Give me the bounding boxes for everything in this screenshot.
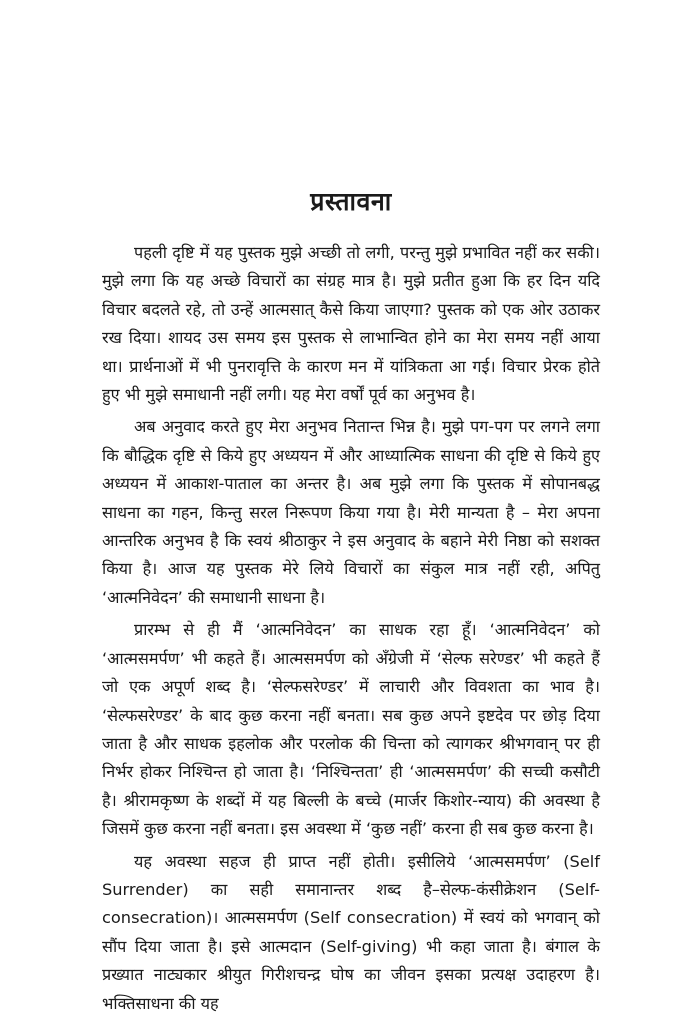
- paragraph-3: प्रारम्भ से ही मैं ‘आत्मनिवेदन’ का साधक रहा हूँ। ‘आत्मनिवेदन’ को ‘आत्मसमर्पण’ भी कहते हैं। आत्मसमर्पण को अँग्रेजी में ‘सेल्फ सरेण्डर’ भी कहते हैं जो एक अपूर्ण शब्द है। ‘सेल्फसरेण्डर’ में लाचारी और विवशता का भाव है। ‘सेल्फसरेण्डर’ के बाद कुछ करना नहीं बनता। सब कुछ अपने इष्टदेव पर छोड़ दिया जाता है और साधक इहलोक और परलोक की चिन्ता को त्यागकर श्रीभगवान् पर ही निर्भर होकर निश्चिन्त हो जाता है। ‘निश्चिन्तता’ ही ‘आत्मसमर्पण’ की सच्ची कसौटी है। श्रीरामकृष्ण के शब्दों में यह बिल्ली के बच्चे (मार्जर किशोर-न्याय) की अवस्था है जिसमें कुछ करना नहीं बनता। इस अवस्था में ‘कुछ नहीं’ करना ही सब कुछ करना है।: [102, 620, 600, 839]
- page-title: प्रस्तावना: [310, 187, 392, 216]
- paragraph-4: यह अवस्था सहज ही प्राप्त नहीं होती। इसीलिये ‘आत्मसमर्पण’ (Self Surrender) का सही समानान्तर शब्द है–सेल्फ-कंसीक्रेशन (Self-consecration)। आत्मसमर्पण (Self consecration) में स्वयं को भगवान् को सौंप दिया जाता है। इसे आत्मदान (Self-giving) भी कहा जाता है। बंगाल के प्रख्यात नाट्यकार श्रीयुत गिरीशचन्द्र घोष का जीवन इसका प्रत्यक्ष उदाहरण है। भक्तिसाधना की यह: [102, 851, 600, 1013]
- paragraph-2: अब अनुवाद करते हुए मेरा अनुभव नितान्त भिन्न है। मुझे पग-पग पर लगने लगा कि बौद्धिक दृष्टि से किये हुए अध्ययन में और आध्यात्मिक साधना की दृष्टि से किये हुए अध्ययन में आकाश-पाताल का अन्तर है। अब मुझे लगा कि पुस्तक में सोपानबद्ध साधना का गहन, किन्तु सरल निरूपण किया गया है। मेरी मान्यता है – मेरा अपना आन्तरिक अनुभव है कि स्वयं श्रीठाकुर ने इस अनुवाद के बहाने मेरी निष्ठा को सशक्त किया है। आज यह पुस्तक मेरे लिये विचारों का संकुल मात्र नहीं रही, अपितु ‘आत्मनिवेदन’ की समाधानी साधना है।: [102, 417, 600, 607]
- paragraph-1: पहली दृष्टि में यह पुस्तक मुझे अच्छी तो लगी, परन्तु मुझे प्रभावित नहीं कर सकी। मुझे लगा कि यह अच्छे विचारों का संग्रह मात्र है। मुझे प्रतीत हुआ कि हर दिन यदि विचार बदलते रहे, तो उन्हें आत्मसात् कैसे किया जाएगा? पुस्तक को एक ओर उठाकर रख दिया। शायद उस समय इस पुस्तक से लाभान्वित होने का मेरा समय नहीं आया था। प्रार्थनाओं में भी पुनरावृत्ति के कारण मन में यांत्रिकता आ गई। विचार प्रेरक होते हुए भी मुझे समाधानी नहीं लगी। यह मेरा वर्षों पूर्व का अनुभव है।: [102, 243, 600, 405]
- page-content: [102, 185, 600, 1022]
